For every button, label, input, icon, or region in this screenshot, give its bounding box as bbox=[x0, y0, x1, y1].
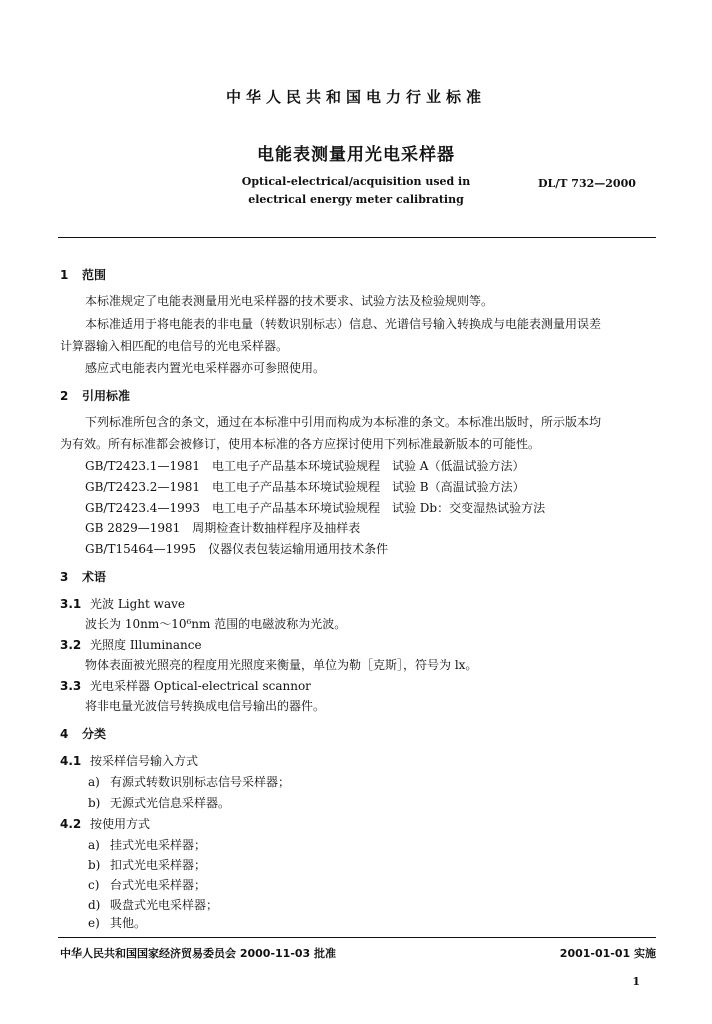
section-1-heading bbox=[60, 266, 106, 283]
section-2-heading bbox=[60, 387, 130, 404]
paragraph: 本标准规定了电能表测量用光电采样器的技术要求、试验方法及检验规则等。 bbox=[85, 294, 494, 308]
list-item bbox=[88, 773, 290, 790]
list-item bbox=[88, 914, 146, 931]
issuing-organization: 中华人民共和国电力行业标准 bbox=[225, 88, 486, 106]
section-3-heading bbox=[60, 568, 106, 585]
paragraph: 下列标准所包含的条文，通过在本标准中引用而构成为本标准的条文。本标准出版时，所示版本均 bbox=[85, 415, 602, 429]
document-title: 电能表测量用光电采样器 bbox=[257, 145, 455, 165]
list-text: 台式光电采样器； bbox=[110, 878, 207, 892]
clause-heading bbox=[60, 752, 198, 769]
clause-heading bbox=[60, 815, 150, 832]
paragraph-continuation: 为有效。所有标准都会被修订，使用本标准的各方应探讨使用下列标准最新版本的可能性。 bbox=[60, 437, 541, 451]
header-divider bbox=[58, 237, 656, 238]
page-number: 1 bbox=[632, 975, 640, 988]
term-name: 光电采样器 Optical-electrical scannor bbox=[90, 679, 311, 693]
list-item bbox=[88, 794, 230, 811]
term-name: 光波 Light wave bbox=[90, 597, 185, 611]
list-label: e) bbox=[88, 916, 100, 930]
term-heading bbox=[60, 595, 185, 612]
term-heading bbox=[60, 677, 311, 694]
list-text: 其他。 bbox=[110, 916, 147, 930]
paragraph-continuation: 计算器输入相匹配的电信号的光电采样器。 bbox=[60, 339, 289, 353]
clause-number: 3.3 bbox=[60, 679, 82, 693]
paragraph: 感应式电能表内置光电采样器亦可参照使用。 bbox=[85, 361, 326, 375]
clause-number: 4.2 bbox=[60, 817, 82, 831]
list-label: d) bbox=[88, 898, 101, 912]
section-number: 1 bbox=[60, 268, 69, 282]
term-heading bbox=[60, 636, 202, 653]
footer-divider bbox=[58, 937, 656, 938]
reference-standard: GB/T2423.4—1993 电工电子产品基本环境试验规程 试验 Db：交变湿热试验方法 bbox=[85, 501, 546, 515]
list-text: 有源式转数识别标志信号采样器； bbox=[110, 775, 291, 789]
approval-statement: 中华人民共和国国家经济贸易委员会 2000-11-03 批准 bbox=[60, 947, 337, 960]
section-number: 2 bbox=[60, 389, 69, 403]
term-name: 光照度 Illuminance bbox=[90, 638, 202, 652]
paragraph: 本标准适用于将电能表的非电量（转数识别标志）信息、光谱信号输入转换成与电能表测量用误差 bbox=[85, 317, 602, 331]
reference-standard: GB 2829—1981 周期检查计数抽样程序及抽样表 bbox=[85, 521, 361, 535]
list-label: a) bbox=[88, 838, 100, 852]
list-label: a) bbox=[88, 775, 100, 789]
english-title-line1: Optical-electrical/acquisition used in bbox=[241, 175, 471, 188]
clause-number: 3.1 bbox=[60, 597, 82, 611]
section-title: 分类 bbox=[82, 727, 107, 741]
list-text: 吸盘式光电采样器； bbox=[110, 898, 219, 912]
term-definition: 波长为 10nm～10⁶nm 范围的电磁波称为光波。 bbox=[85, 617, 347, 631]
section-4-heading bbox=[60, 725, 106, 742]
clause-title: 按采样信号输入方式 bbox=[90, 754, 199, 768]
section-number: 3 bbox=[60, 570, 69, 584]
list-text: 无源式光信息采样器。 bbox=[110, 796, 231, 810]
list-label: c) bbox=[88, 878, 100, 892]
reference-standard: GB/T2423.1—1981 电工电子产品基本环境试验规程 试验 A（低温试验方法） bbox=[85, 459, 525, 473]
term-definition: 物体表面被光照亮的程度用光照度来衡量，单位为勒［克斯］，符号为 lx。 bbox=[85, 658, 478, 672]
section-title: 范围 bbox=[82, 268, 107, 282]
clause-number: 3.2 bbox=[60, 638, 82, 652]
section-title: 术语 bbox=[82, 570, 107, 584]
reference-standard: GB/T2423.2—1981 电工电子产品基本环境试验规程 试验 B（高温试验方法） bbox=[85, 480, 525, 494]
standard-code: DL/T 732—2000 bbox=[538, 177, 636, 190]
term-definition: 将非电量光波信号转换成电信号输出的器件。 bbox=[85, 699, 326, 713]
list-text: 挂式光电采样器； bbox=[110, 838, 207, 852]
section-title: 引用标准 bbox=[82, 389, 131, 403]
list-label: b) bbox=[88, 858, 101, 872]
clause-title: 按使用方式 bbox=[90, 817, 151, 831]
reference-standard: GB/T15464—1995 仪器仪表包装运输用通用技术条件 bbox=[85, 542, 389, 556]
section-number: 4 bbox=[60, 727, 69, 741]
list-text: 扣式光电采样器； bbox=[110, 858, 207, 872]
list-label: b) bbox=[88, 796, 101, 810]
list-item bbox=[88, 836, 206, 853]
clause-number: 4.1 bbox=[60, 754, 82, 768]
english-title-line2: electrical energy meter calibrating bbox=[248, 193, 464, 206]
list-item bbox=[88, 856, 206, 873]
implementation-date: 2001-01-01 实施 bbox=[559, 947, 656, 960]
list-item bbox=[88, 876, 206, 893]
list-item bbox=[88, 896, 218, 913]
